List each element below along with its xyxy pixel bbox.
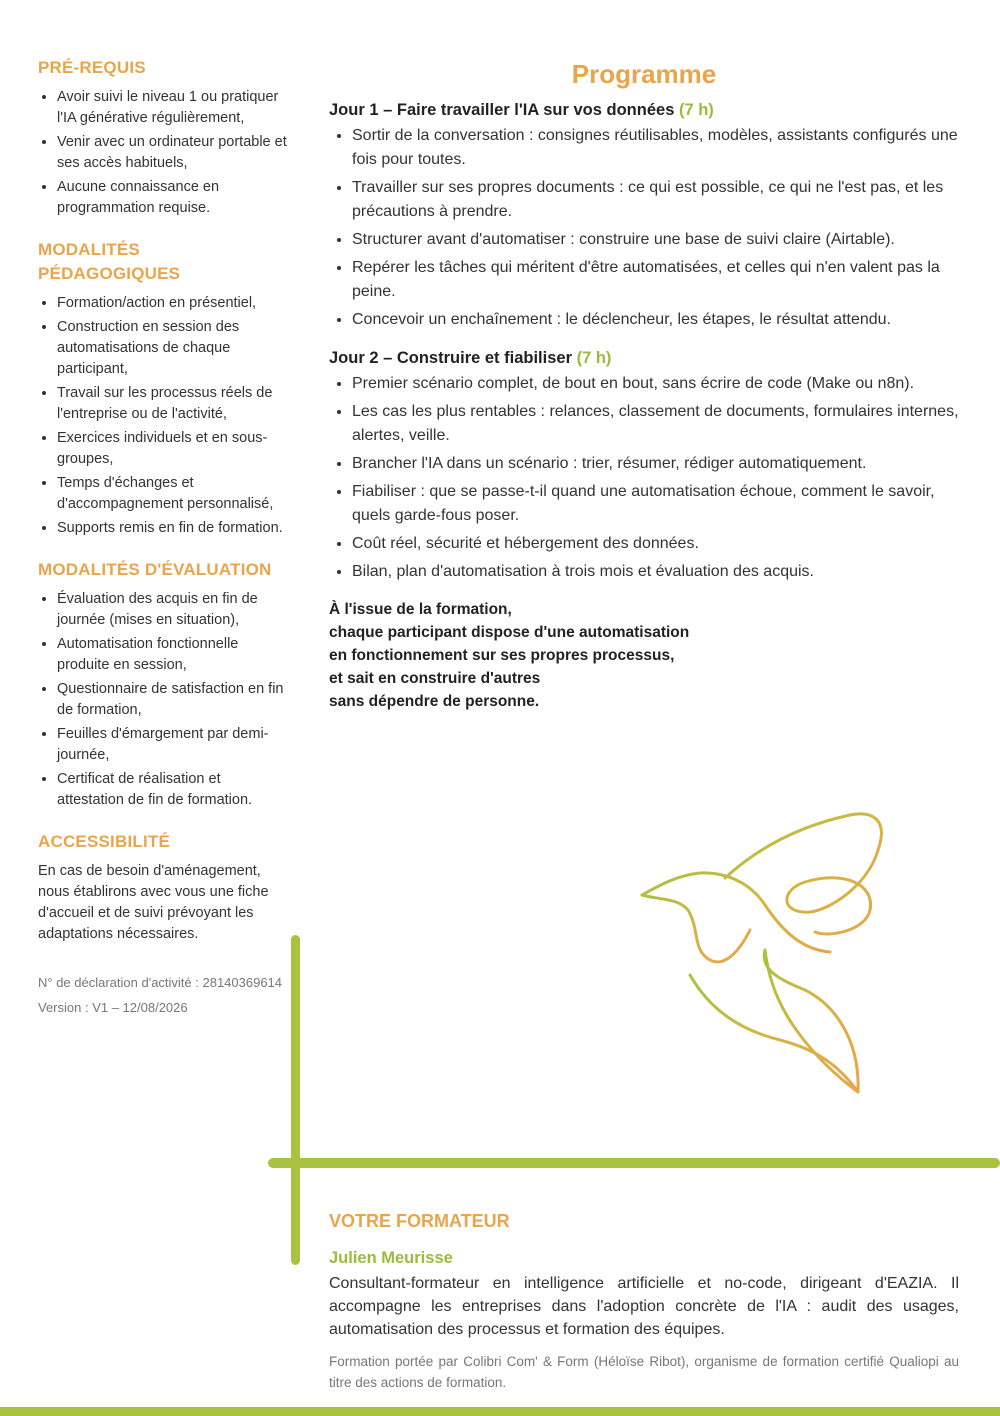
- bottom-divider: [0, 1407, 1000, 1416]
- day2-list: [329, 372, 959, 584]
- list-item: • Travailler sur ses propres documents : ce qui est possible, ce qui ne l'est pas, et les précautions à prendre.: [352, 176, 959, 224]
- list-item: • Automatisation fonctionnelle produite en session,: [57, 634, 288, 676]
- list-item: • Exercices individuels et en sous-groupes,: [57, 428, 288, 470]
- vertical-divider: [291, 935, 300, 1265]
- list-item: • Feuilles d'émargement par demi-journée,: [57, 724, 288, 766]
- modalites-pedagogiques-list: [38, 293, 288, 539]
- day1-heading: [329, 98, 959, 122]
- prerequis-section: [38, 56, 288, 219]
- day1-duration: (7 h): [678, 101, 714, 119]
- prerequis-list: [38, 87, 288, 219]
- list-item: • Concevoir un enchaînement : le déclencheur, les étapes, le résultat attendu.: [352, 308, 959, 332]
- list-item: • Structurer avant d'automatiser : construire une base de suivi claire (Airtable).: [352, 228, 959, 252]
- trainer-section: [329, 1208, 959, 1393]
- day2-duration: (7 h): [576, 349, 612, 367]
- list-item: • Aucune connaissance en programmation requise.: [57, 177, 288, 219]
- modalites-evaluation-list: [38, 589, 288, 811]
- version-label: Version : V1 – 12/08/2026: [38, 1000, 188, 1015]
- day1-title: Jour 1 – Faire travailler l'IA sur vos données: [329, 101, 675, 119]
- modalites-evaluation-section: [38, 558, 288, 811]
- list-item: • Questionnaire de satisfaction en fin de formation,: [57, 679, 288, 721]
- conclusion-line: en fonctionnement sur ses propres processus,: [329, 647, 675, 664]
- list-item: • Sortir de la conversation : consignes réutilisables, modèles, assistants configurés une fois pour toutes.: [352, 124, 959, 172]
- modalites-pedagogiques-title: [38, 238, 288, 286]
- list-item: • Supports remis en fin de formation.: [57, 518, 288, 539]
- horizontal-divider: [268, 1158, 1000, 1168]
- list-item: • Les cas les plus rentables : relances, classement de documents, formulaires internes, alertes, veille.: [352, 400, 959, 448]
- trainer-name: Julien Meurisse: [329, 1249, 453, 1267]
- modalites-evaluation-title: MODALITÉS D'ÉVALUATION: [38, 560, 272, 579]
- accessibilite-text: En cas de besoin d'aménagement, nous établirons avec vous une fiche d'accueil et de suivi prévoyant les adaptations nécessaires.: [38, 863, 269, 942]
- trainer-title: VOTRE FORMATEUR: [329, 1211, 510, 1231]
- conclusion-line: À l'issue de la formation,: [329, 601, 512, 618]
- day2-title: Jour 2 – Construire et fiabiliser: [329, 349, 572, 367]
- prerequis-title: PRÉ-REQUIS: [38, 58, 146, 77]
- list-item: • Venir avec un ordinateur portable et ses accès habituels,: [57, 132, 288, 174]
- programme-title: Programme: [571, 59, 717, 89]
- accessibilite-section: [38, 830, 288, 945]
- hummingbird-line-drawing-icon: [630, 800, 900, 1110]
- day1-list: [329, 124, 959, 332]
- list-item: • Bilan, plan d'automatisation à trois mois et évaluation des acquis.: [352, 560, 959, 584]
- title-line: MODALITÉS: [38, 240, 140, 259]
- list-item: • Premier scénario complet, de bout en bout, sans écrire de code (Make ou n8n).: [352, 372, 959, 396]
- trainer-bio: Consultant-formateur en intelligence artificielle et no-code, dirigeant d'EAZIA. Il accompagne les entreprises dans l'adoption concrète de l'IA : audit des usages, automatisation des processus et formation des équipes.: [329, 1275, 959, 1338]
- day2-heading: [329, 346, 959, 370]
- conclusion-line: sans dépendre de personne.: [329, 693, 540, 710]
- list-item: • Temps d'échanges et d'accompagnement personnalisé,: [57, 473, 288, 515]
- trainer-note: Formation portée par Colibri Com' & Form (Héloïse Ribot), organisme de formation certifié Qualiopi au titre des actions de formation.: [329, 1354, 959, 1390]
- programme-conclusion: [329, 598, 959, 713]
- left-column: [38, 56, 288, 1023]
- declaration-number: N° de déclaration d'activité : 28140369614: [38, 975, 283, 990]
- accessibilite-title: ACCESSIBILITÉ: [38, 832, 171, 851]
- list-item: • Travail sur les processus réels de l'entreprise ou de l'activité,: [57, 383, 288, 425]
- modalites-pedagogiques-section: [38, 238, 288, 539]
- list-item: • Construction en session des automatisations de chaque participant,: [57, 317, 288, 380]
- list-item: • Brancher l'IA dans un scénario : trier, résumer, rédiger automatiquement.: [352, 452, 959, 476]
- list-item: • Fiabiliser : que se passe-t-il quand une automatisation échoue, comment le savoir, quels garde-fous poser.: [352, 480, 959, 528]
- list-item: • Repérer les tâches qui méritent d'être automatisées, et celles qui n'en valent pas la peine.: [352, 256, 959, 304]
- programme-column: [329, 56, 959, 713]
- conclusion-line: et sait en construire d'autres: [329, 670, 541, 687]
- list-item: • Formation/action en présentiel,: [57, 293, 288, 314]
- list-item: • Certificat de réalisation et attestation de fin de formation.: [57, 769, 288, 811]
- list-item: • Évaluation des acquis en fin de journée (mises en situation),: [57, 589, 288, 631]
- list-item: • Coût réel, sécurité et hébergement des données.: [352, 532, 959, 556]
- conclusion-line: chaque participant dispose d'une automatisation: [329, 624, 690, 641]
- list-item: • Avoir suivi le niveau 1 ou pratiquer l'IA générative régulièrement,: [57, 87, 288, 129]
- title-line: PÉDAGOGIQUES: [38, 264, 181, 283]
